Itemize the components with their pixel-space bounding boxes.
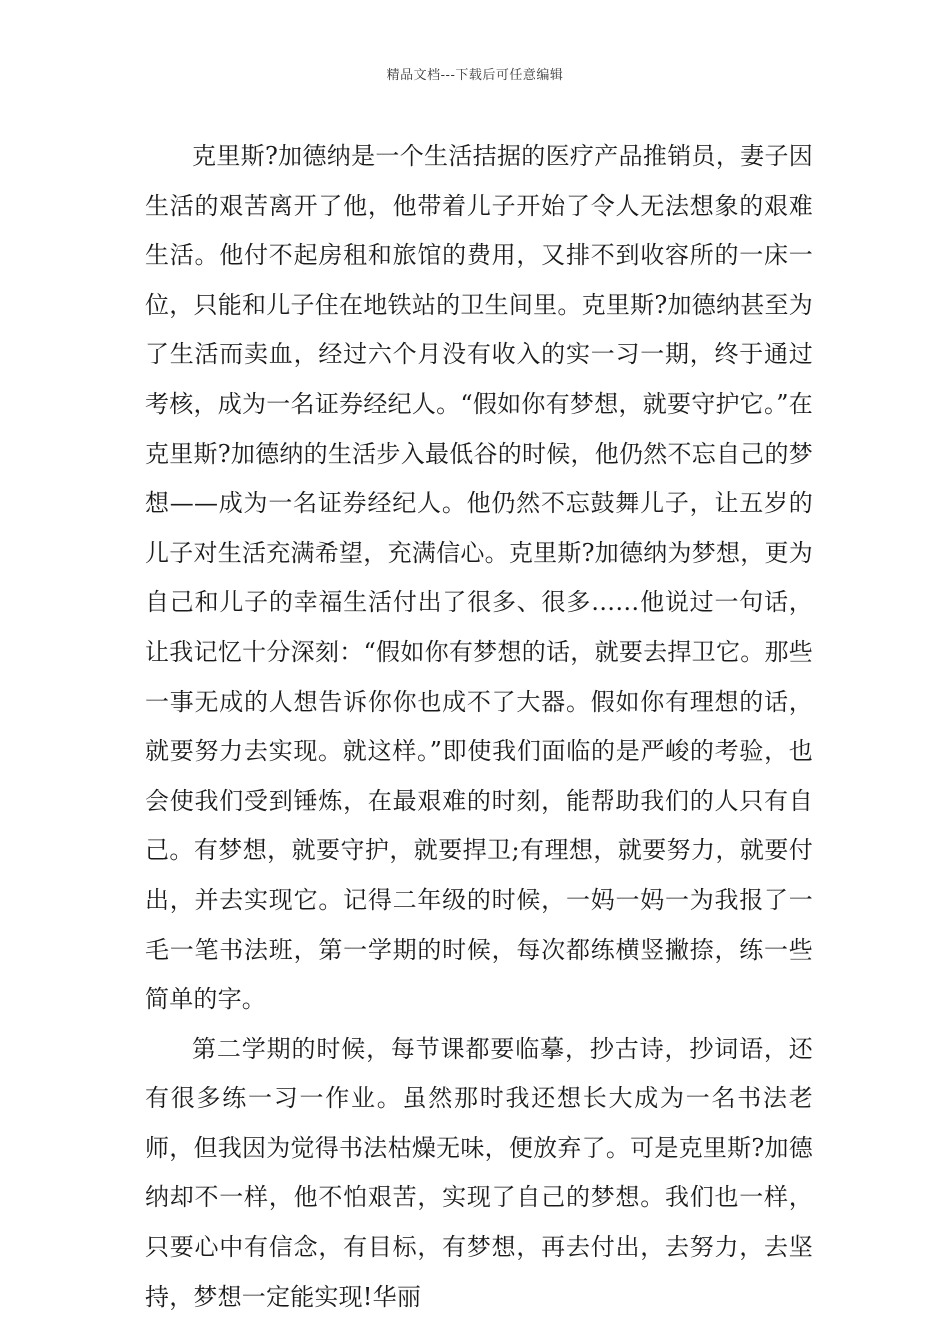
document-body <box>145 132 813 1322</box>
paragraph-1: 克里斯?加德纳是一个生活拮据的医疗产品推销员，妻子因生活的艰苦离开了他，他带着儿子开始了令人无法想象的艰难生活。他付不起房租和旅馆的费用，又排不到收容所的一床一位，只能和儿子住在地铁站的卫生间里。克里斯?加德纳甚至为了生活而卖血，经过六个月没有收入的实一习一期，终于通过考核，成为一名证券经纪人。“假如你有梦想，就要守护它。”在克里斯?加德纳的生活步入最低谷的时候，他仍然不忘自己的梦想——成为一名证券经纪人。他仍然不忘鼓舞儿子，让五岁的儿子对生活充满希望，充满信心。克里斯?加德纳为梦想，更为自己和儿子的幸福生活付出了很多、很多……他说过一句话，让我记忆十分深刻：“假如你有梦想的话，就要去捍卫它。那些一事无成的人想告诉你你也成不了大器。假如你有理想的话，就要努力去实现。就这样。”即使我们面临的是严峻的考验，也会使我们受到锤炼，在最艰难的时刻，能帮助我们的人只有自己。有梦想，就要守护，就要捍卫;有理想，就要努力，就要付出，并去实现它。记得二年级的时候，一妈一妈一为我报了一毛一笔书法班，第一学期的时候，每次都练横竖撇捺，练一些简单的字。 <box>145 142 813 1014</box>
paragraph-2: 第二学期的时候，每节课都要临摹，抄古诗，抄词语，还 有很多练一习一作业。虽然那时我还想长大成为一名书法老师，但我因为觉得书法枯燥无味，便放弃了。可是克里斯?加德纳却不一样，他不怕艰苦，实现了自己的梦想。我们也一样，只要心中有信念，有目标，有梦想，再去付出，去努力，去坚持，梦想一定能实现!华丽 <box>145 1034 813 1311</box>
page-header: 精品文档---下载后可任意编辑 <box>386 68 564 83</box>
